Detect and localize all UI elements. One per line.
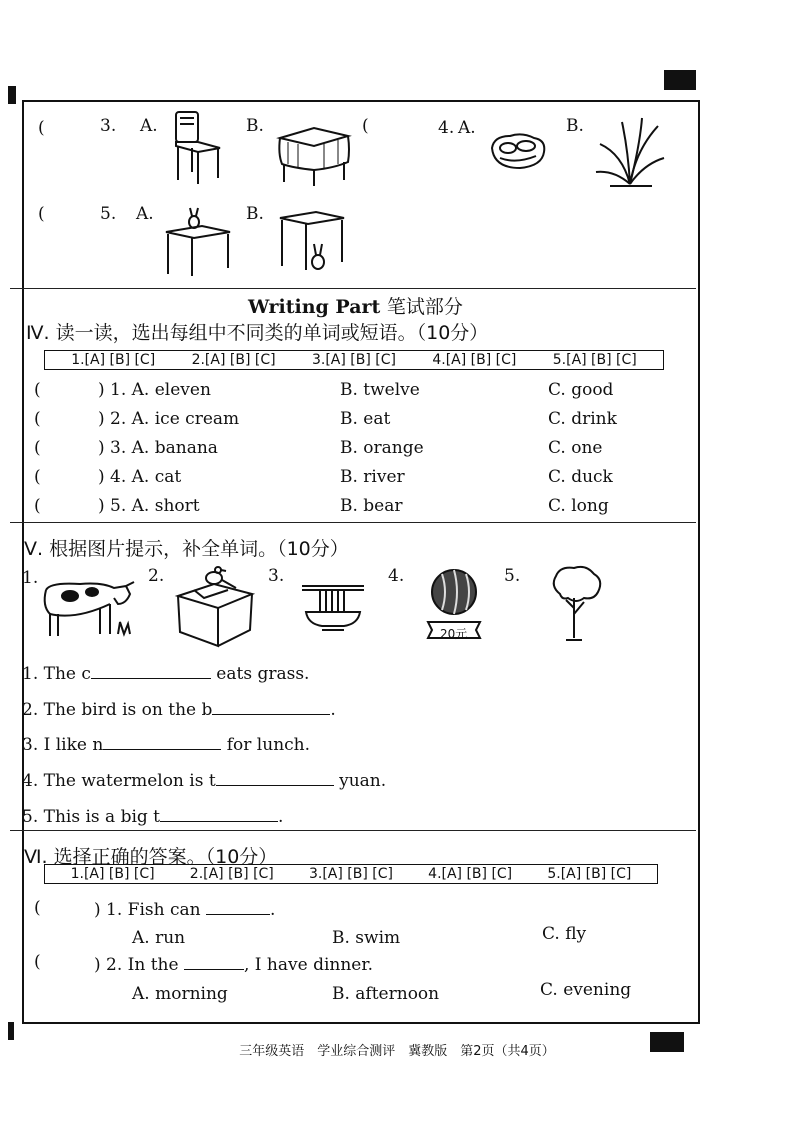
fill-sentence [22,771,386,791]
answer-paren[interactable]: ( [34,496,41,516]
answer-blank[interactable] [103,749,221,750]
fill-sentence [22,735,310,755]
option-a: A. run [132,928,186,948]
answer-paren[interactable]: ( [34,467,41,487]
grass-icon[interactable] [592,114,668,190]
picture-number: 1. [22,568,39,588]
option-a: A. morning [132,984,228,1004]
section-divider [10,522,696,523]
chair-icon[interactable] [168,108,228,186]
question-start: ) 2. In the [94,955,184,975]
registration-mark [8,1022,14,1040]
answer-blank[interactable] [212,714,330,715]
option-b-label: B. [566,116,584,136]
sentence-start: 4. The watermelon is t [22,771,216,791]
registration-mark [8,86,16,104]
fill-sentence [22,807,283,827]
option-b: B. swim [332,928,401,948]
answer-sheet-item[interactable]: 2.[A] [B] [C] [191,352,276,368]
sentence-end: yuan. [333,771,387,791]
sentence-start: 3. I like n [22,735,104,755]
question-text: ) 4. A. cat [98,467,182,487]
fill-sentence [22,664,309,684]
answer-sheet-item[interactable]: 5.[A] [B] [C] [552,352,637,368]
option-b: B. river [340,467,405,487]
rabbit-under-desk-icon[interactable] [276,208,348,276]
option-a-label: A. [140,116,158,136]
answer-paren[interactable]: ( [34,380,41,400]
item-number: 4. [438,118,455,138]
sentence-end: . [330,700,336,720]
option-c: C. duck [548,467,613,487]
question-text: ) 3. A. banana [98,438,218,458]
question-text [94,900,275,920]
option-a-label: A. [458,118,476,138]
page-frame [22,100,700,1024]
section-divider [10,830,696,831]
answer-sheet-item[interactable]: 4.[A] [B] [C] [432,352,517,368]
section-divider [10,288,696,289]
answer-paren[interactable]: ( [34,898,41,918]
answer-sheet-item[interactable]: 1.[A] [B] [C] [71,352,156,368]
answer-blank[interactable] [91,678,211,679]
option-b: B. bear [340,496,403,516]
writing-part-title [248,292,463,319]
question-start: ) 1. Fish can [94,900,206,920]
registration-mark [664,70,696,90]
picture-number: 4. [388,566,405,586]
option-c: C. long [548,496,609,516]
writing-part-en: Writing Part [248,296,381,318]
question-end: , I have dinner. [243,955,374,975]
option-a-label: A. [136,204,154,224]
answer-paren[interactable]: ( [34,952,41,972]
answer-sheet-item[interactable]: 4.[A] [B] [C] [428,866,513,882]
answer-blank[interactable] [216,785,334,786]
question-text: ) 1. A. eleven [98,380,211,400]
answer-paren[interactable]: ( [34,409,41,429]
answer-paren[interactable]: ( [38,118,45,138]
picture-number: 2. [148,566,165,586]
tree-icon [546,564,606,646]
question-text: ) 2. A. ice cream [98,409,240,429]
option-b: B. eat [340,409,391,429]
rabbit-on-desk-icon[interactable] [162,206,234,278]
question-text: ) 5. A. short [98,496,200,516]
option-c: C. one [548,438,603,458]
question-text [94,955,373,975]
option-b: B. orange [340,438,424,458]
answer-sheet-item[interactable]: 5.[A] [B] [C] [547,866,632,882]
sentence-end: for lunch. [221,735,311,755]
item-number: 3. [100,116,117,136]
answer-blank[interactable] [206,914,270,915]
answer-blank[interactable] [184,969,244,970]
option-b-label: B. [246,204,264,224]
sentence-start: 2. The bird is on the b [22,700,213,720]
option-c: C. evening [540,980,632,1000]
writing-part-zh: 笔试部分 [386,296,463,318]
cow-icon [40,578,138,640]
answer-paren[interactable]: ( [38,204,45,224]
answer-sheet-box [44,350,664,370]
answer-paren[interactable]: ( [34,438,41,458]
sentence-end: . [278,807,284,827]
option-b: B. twelve [340,380,420,400]
noodles-icon [300,582,366,632]
table-with-cloth-icon[interactable] [274,124,354,188]
picture-number: 5. [504,566,521,586]
answer-sheet-item[interactable]: 2.[A] [B] [C] [189,866,274,882]
option-b: B. afternoon [332,984,440,1004]
answer-sheet-box [44,864,658,884]
bird-on-box-icon [174,566,256,648]
price-tag: 20元 [440,627,468,641]
answer-sheet-item[interactable]: 3.[A] [B] [C] [311,352,396,368]
item-number: 5. [100,204,117,224]
section5-title: Ⅴ. 根据图片提示，补全单词。（10分） [24,538,349,560]
answer-blank[interactable] [160,821,278,822]
section6-title: Ⅵ. 选择正确的答案。（10分） [24,846,278,868]
sentence-start: 5. This is a big t [22,807,161,827]
answer-paren[interactable]: ( [362,116,369,136]
sentence-start: 1. The c [22,664,91,684]
option-c: C. fly [542,924,587,944]
question-end: . [269,900,276,920]
fill-sentence [22,700,336,720]
picture-number: 3. [268,566,285,586]
answer-sheet-item[interactable]: 3.[A] [B] [C] [308,866,393,882]
option-c: C. good [548,380,614,400]
section4-title: Ⅳ. 读一读，选出每组中不同类的单词或短语。（10分） [26,322,489,344]
sentence-end: eats grass. [210,664,310,684]
page-footer: 三年级英语 学业综合测评 冀教版 第2页（共4页） [239,1044,555,1059]
answer-sheet-item[interactable]: 1.[A] [B] [C] [70,866,155,882]
option-b-label: B. [246,116,264,136]
option-c: C. drink [548,409,617,429]
rice-bowl-icon[interactable] [486,130,550,174]
